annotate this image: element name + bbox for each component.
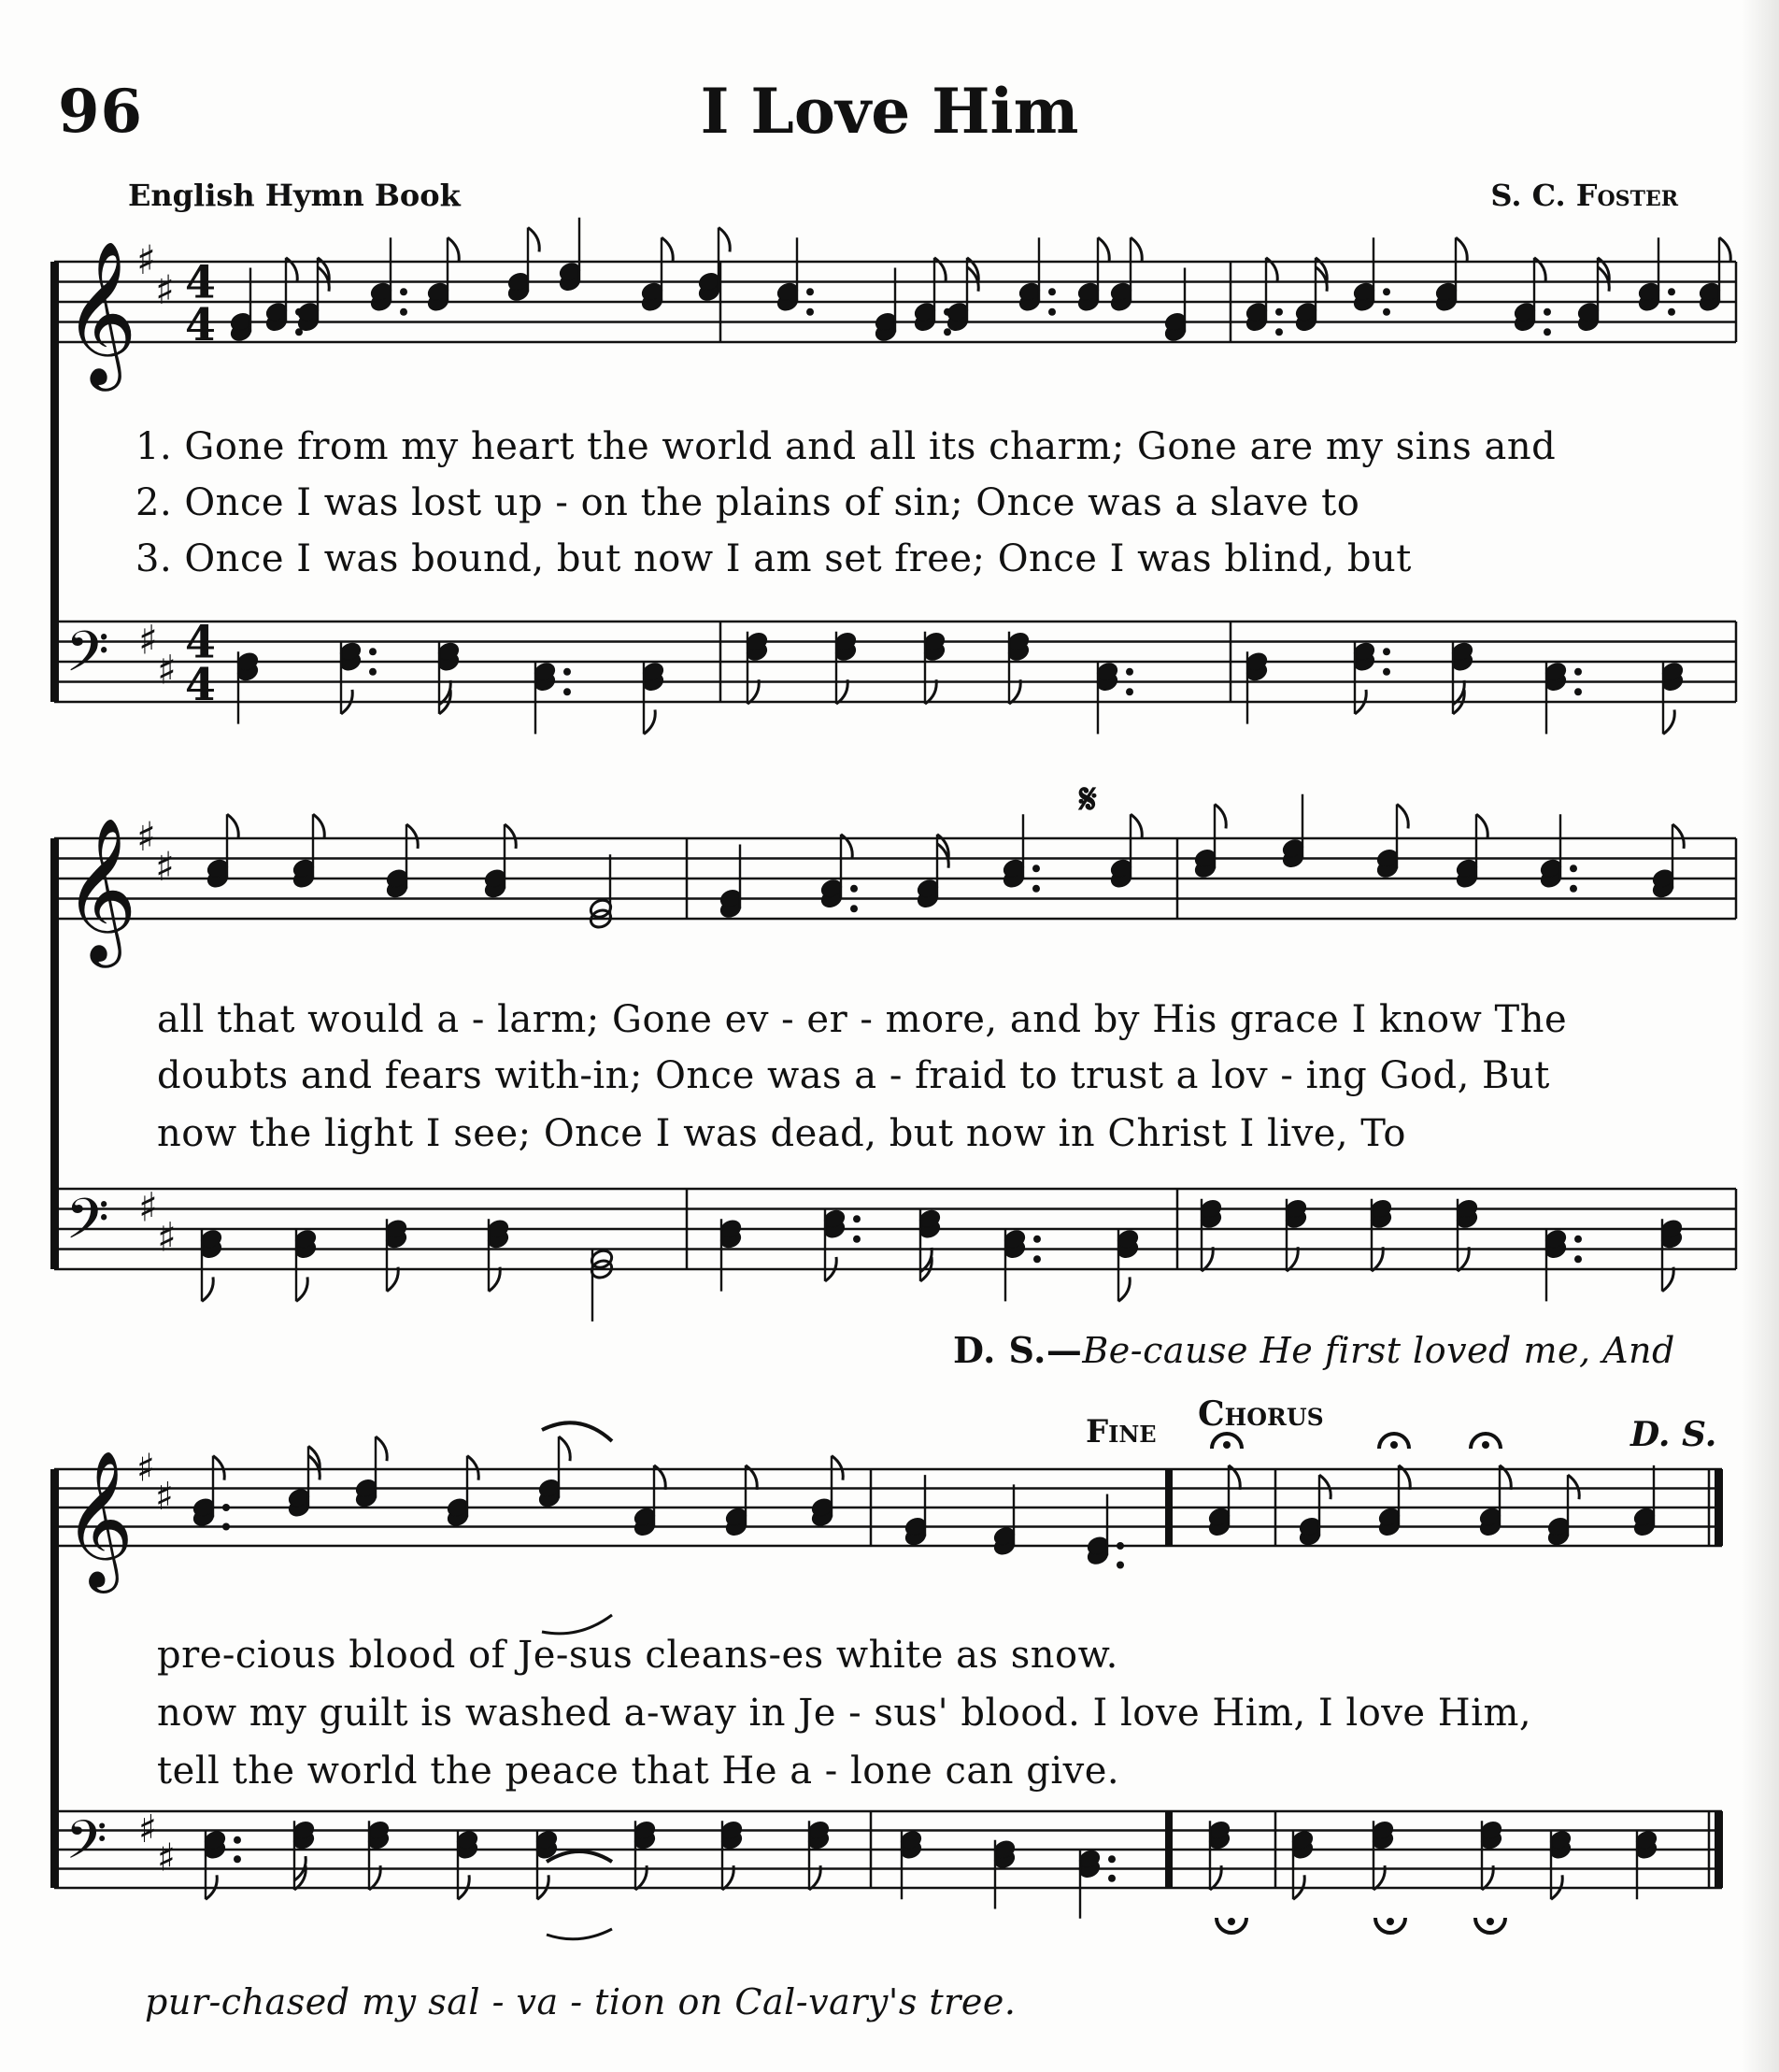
augmentation-dot	[853, 1236, 861, 1243]
note-flag	[1131, 814, 1142, 838]
slur-icon	[547, 1851, 612, 1862]
note-flag	[202, 1277, 213, 1301]
augmentation-dot	[853, 1215, 861, 1222]
augmentation-dot	[1574, 1255, 1582, 1263]
note-flag	[1397, 804, 1408, 828]
system-bracket	[50, 262, 59, 702]
note-flag	[227, 814, 238, 838]
double-barline	[1165, 1811, 1173, 1888]
final-barline-thick	[1715, 1811, 1723, 1888]
sharp-f-icon: ♯	[136, 813, 156, 861]
augmentation-dot	[1126, 668, 1133, 676]
note-flag	[313, 814, 324, 838]
verse-3-line	[135, 537, 1412, 580]
sharp-f-icon: ♯	[136, 236, 156, 284]
note-flag	[1662, 1267, 1673, 1292]
sharp-f-icon: ♯	[138, 1184, 158, 1232]
verse-3-line: now the light I see; Once I was dead, but now in Christ I live, To	[157, 1112, 1406, 1155]
augmentation-dot	[563, 668, 571, 676]
augmentation-dot	[1108, 1875, 1116, 1882]
augmentation-dot	[1544, 308, 1551, 316]
verse-number: 1.	[135, 425, 173, 468]
lyric-text: Once I was bound, but now I am set free; Once I was blind, but	[184, 537, 1412, 580]
ds-marking: D. S.	[1630, 1415, 1717, 1454]
verse-number: 2.	[135, 481, 173, 524]
fermata-dot	[1228, 1918, 1235, 1925]
page-edge-shadow	[1742, 0, 1779, 2072]
chorus-label: Chorus	[1198, 1394, 1324, 1434]
augmentation-dot	[1275, 308, 1283, 316]
system-bracket	[50, 838, 59, 1269]
verse-number: 3.	[135, 537, 173, 580]
fermata-dot	[1387, 1918, 1394, 1925]
final-barline-thick	[1715, 1469, 1723, 1546]
treble-clef-icon: 𝄞	[64, 1449, 135, 1587]
note-flag	[719, 227, 730, 251]
note-flag	[1456, 237, 1467, 262]
augmentation-dot	[1383, 308, 1390, 316]
ds-lyric: Be-cause He first loved me, And	[1082, 1330, 1675, 1371]
sharp-c-icon: ♯	[157, 1214, 177, 1262]
augmentation-dot	[234, 1855, 241, 1863]
note-flag	[1372, 1247, 1383, 1271]
hymn-title: I Love Him	[700, 75, 1079, 148]
double-barline	[1165, 1469, 1173, 1546]
augmentation-dot	[1033, 1236, 1041, 1243]
augmentation-dot	[1126, 688, 1133, 695]
note-flag	[1131, 237, 1142, 262]
note-flag	[376, 1436, 387, 1461]
segno-sign: 𝄋	[1079, 776, 1097, 823]
note-flag	[467, 1456, 478, 1480]
sharp-c-icon: ♯	[157, 647, 177, 694]
composer-credit: S. C. Foster	[1490, 178, 1678, 213]
verse-1-line: pre-cious blood of Je-sus cleans-es white as snow.	[157, 1634, 1118, 1677]
time-signature-bottom: 4	[185, 299, 216, 351]
augmentation-dot	[1117, 1562, 1124, 1569]
time-signature-bottom: 4	[185, 659, 216, 711]
fermata-dot	[1482, 1441, 1489, 1449]
lyric-text: Once I was lost up - on the plains of sin; Once was a slave to	[184, 481, 1360, 524]
treble-clef-icon: 𝄞	[64, 817, 137, 962]
note-flag	[489, 1267, 500, 1292]
verse-2-line: now my guilt is washed a-way in Je - sus' blood. I love Him, I love Him,	[157, 1692, 1532, 1735]
note-flag	[836, 679, 847, 704]
note-flag	[832, 1456, 843, 1480]
note-flag	[559, 1436, 570, 1461]
augmentation-dot	[1668, 288, 1675, 295]
sharp-f-icon: ♯	[136, 1445, 155, 1491]
augmentation-dot	[1032, 885, 1040, 893]
note-flag	[925, 679, 936, 704]
augmentation-dot	[1108, 1855, 1116, 1863]
note-flag	[1672, 824, 1684, 849]
system-bracket	[50, 1469, 59, 1888]
augmentation-dot	[1033, 1255, 1041, 1263]
fermata-dot	[1223, 1441, 1231, 1449]
verse-3-line: tell the world the peace that He a - lone can give.	[157, 1750, 1120, 1793]
augmentation-dot	[222, 1523, 230, 1531]
note-flag	[296, 1277, 307, 1301]
sharp-c-icon: ♯	[157, 1835, 176, 1880]
augmentation-dot	[1574, 1236, 1582, 1243]
note-flag	[1458, 1247, 1469, 1271]
tie-icon	[542, 1615, 612, 1634]
augmentation-dot	[1032, 865, 1040, 872]
verse-2-line	[135, 481, 1359, 524]
augmentation-dot	[850, 905, 858, 912]
augmentation-dot	[1117, 1542, 1124, 1550]
lyric-text: Gone from my heart the world and all its charm; Gone are my sins and	[184, 425, 1557, 468]
note-flag	[1476, 814, 1487, 838]
note-flag	[1009, 679, 1020, 704]
augmentation-dot	[1570, 885, 1577, 893]
augmentation-dot	[1544, 328, 1551, 336]
augmentation-dot	[369, 648, 377, 655]
augmentation-dot	[234, 1836, 241, 1844]
augmentation-dot	[563, 688, 571, 695]
augmentation-dot	[400, 288, 407, 295]
sharp-f-icon: ♯	[138, 617, 158, 664]
note-flag	[528, 227, 539, 251]
augmentation-dot	[1048, 288, 1056, 295]
note-flag	[1215, 804, 1226, 828]
fermata-dot	[1390, 1441, 1398, 1449]
fermata-dot	[1487, 1918, 1494, 1925]
note-flag	[644, 709, 655, 734]
augmentation-dot	[806, 288, 814, 295]
verse-1-line: all that would a - larm; Gone ev - er - more, and by His grace I know The	[157, 998, 1568, 1041]
augmentation-dot	[1383, 668, 1390, 676]
sharp-c-icon: ♯	[155, 267, 175, 315]
augmentation-dot	[1574, 668, 1582, 676]
note-flag	[1118, 1277, 1130, 1301]
sharp-f-icon: ♯	[138, 1806, 157, 1851]
tie-icon	[547, 1929, 612, 1939]
time-signature-top: 4	[185, 257, 216, 309]
augmentation-dot	[1570, 865, 1577, 872]
note-flag	[747, 679, 759, 704]
sharp-c-icon: ♯	[155, 844, 175, 892]
note-flag	[1663, 709, 1674, 734]
slur-icon	[542, 1422, 612, 1441]
note-flag	[662, 237, 673, 262]
note-flag	[448, 237, 459, 262]
augmentation-dot	[806, 308, 814, 316]
verse-1-line	[135, 425, 1556, 468]
ds-prefix: D. S.—	[953, 1329, 1083, 1371]
note-flag	[1568, 1475, 1579, 1499]
augmentation-dot	[1668, 308, 1675, 316]
augmentation-dot	[944, 328, 951, 336]
note-flag	[505, 824, 516, 849]
bass-clef-icon: 𝄢	[65, 1186, 109, 1266]
augmentation-dot	[1275, 328, 1283, 336]
note-flag	[406, 824, 418, 849]
augmentation-dot	[1383, 648, 1390, 655]
note-flag	[1202, 1247, 1213, 1271]
time-signature-top: 4	[185, 617, 216, 669]
note-flag	[1287, 1247, 1298, 1271]
source-credit: English Hymn Book	[128, 178, 461, 213]
sharp-c-icon: ♯	[155, 1474, 174, 1520]
fine-marking: Fine	[1086, 1413, 1157, 1450]
augmentation-dot	[1574, 688, 1582, 695]
hymn-number: 96	[58, 77, 144, 147]
verse-2-line: doubts and fears with-in; Once was a - fraid to trust a lov - ing God, But	[157, 1054, 1550, 1097]
ds-lyric-line	[953, 1329, 1675, 1371]
note-flag	[1098, 237, 1109, 262]
bass-clef-icon: 𝄢	[65, 1808, 107, 1885]
note-flag	[213, 1456, 224, 1480]
bass-clef-icon: 𝄢	[65, 619, 109, 699]
treble-clef-icon: 𝄞	[64, 240, 137, 385]
augmentation-dot	[1383, 288, 1390, 295]
augmentation-dot	[222, 1504, 230, 1511]
note-flag	[1319, 1475, 1331, 1499]
ds-lyric-line: pur-chased my sal - va - tion on Cal-vary's tree.	[145, 1981, 1017, 2022]
augmentation-dot	[400, 308, 407, 316]
note-flag	[387, 1267, 398, 1292]
augmentation-dot	[369, 668, 377, 676]
augmentation-dot	[850, 885, 858, 893]
augmentation-dot	[1048, 308, 1056, 316]
note-flag	[1719, 237, 1730, 262]
